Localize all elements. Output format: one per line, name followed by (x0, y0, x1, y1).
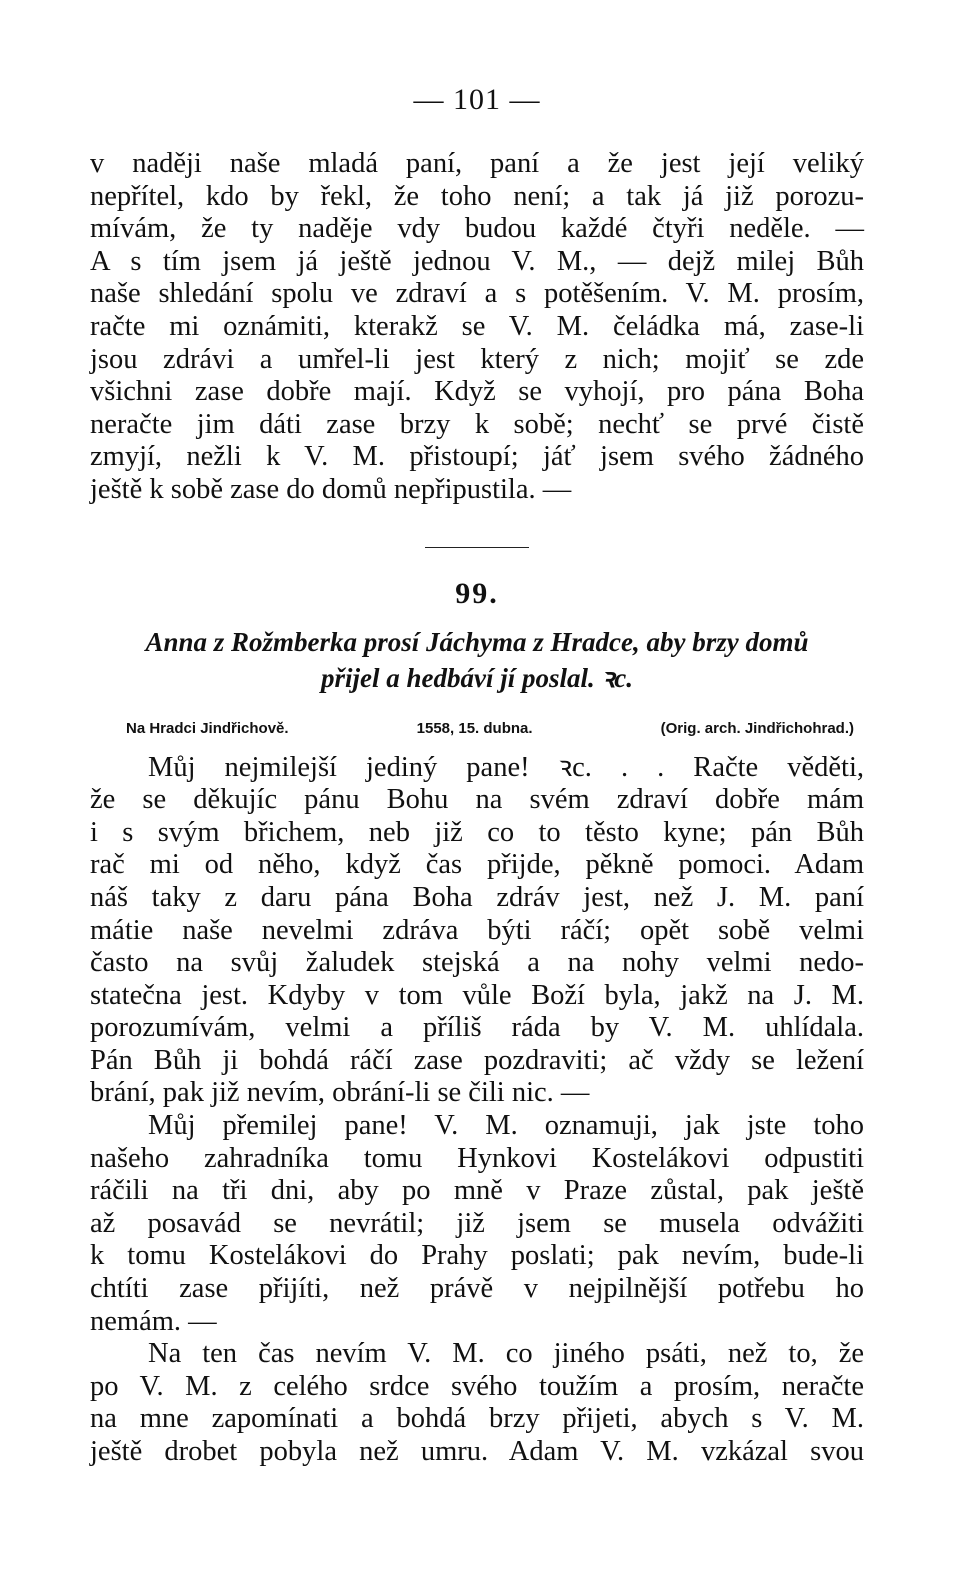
text-line: brání, pak již nevím, obrání-li se čili nic. — (90, 1077, 590, 1109)
text-line: k tomu Kostelákovi do Prahy poslati; pak nevím, bude-li (90, 1240, 864, 1272)
text-line: Na ten čas nevím V. M. co jiného psáti, než to, že (148, 1338, 864, 1370)
text-line: neračte jim dáti zase brzy k sobě; nechť se prvé čistě (90, 408, 864, 440)
text-line: ještě drobet pobyla než umru. Adam V. M. vzkázal svou (90, 1436, 864, 1467)
source-place: Na Hradci Jindřichově. (126, 719, 289, 737)
text-line: na mne zapomínati a bohdá brzy přijeti, abych s V. M. (90, 1403, 864, 1435)
text-line: našeho zahradníka tomu Hynkovi Kostelákovi odpustiti (90, 1142, 864, 1174)
text-line: ještě k sobě zase do domů nepřipustila. — (90, 473, 572, 505)
source-date: 1558, 15. dubna. (416, 719, 533, 737)
letter-paragraph (90, 1338, 864, 1468)
text-line: Můj nejmilejší jediný pane! ꝛc. . . Račte věděti, (148, 751, 864, 783)
text-line: náš taky z daru pána Boha zdráv jest, než J. M. paní (90, 881, 864, 913)
letter-source (126, 718, 854, 740)
text-line: v naději naše mladá paní, paní a že jest její veliký (90, 148, 864, 179)
letter-title-line: Anna z Rožmberka prosí Jáchyma z Hradce, aby brzy domů (145, 626, 809, 657)
letter-number: 99. (455, 576, 499, 610)
text-line: statečna jest. Kdyby v tom vůle Boží byla, jakž na J. M. (90, 979, 864, 1011)
text-line: jsou zdrávi a umřel-li jest který z nich; mojiť se zde (90, 343, 864, 375)
text-line: mátie naše nevelmi zdráva býti ráčí; opět sobě velmi (90, 914, 864, 946)
letter-paragraph (90, 752, 864, 1111)
letter-paragraph (90, 1110, 864, 1338)
text-line: mívám, že ty naděje vdy budou každé čtyři neděle. — (90, 213, 864, 245)
text-line: všichni zase dobře mají. Když se vyhojí, pro pána Boha (90, 376, 864, 408)
document-page (90, 78, 864, 1469)
text-line: často na svůj žaludek stejská a na nohy velmi nedo- (90, 947, 864, 979)
page-number: — 101 — (413, 83, 541, 116)
text-line: zmyjí, nežli k V. M. přistoupí; jáť jsem svého žádného (90, 441, 864, 473)
previous-letter-ending (90, 148, 864, 507)
letter-title-line: přijel a hedbáví jí poslal. ꝛc. (320, 662, 634, 693)
section-divider (425, 547, 529, 548)
text-line: nemám. — (90, 1305, 217, 1337)
text-line: ráčili na tři dni, aby po mně v Praze zůstal, pak ještě (90, 1175, 864, 1207)
source-archive: (Orig. arch. Jindřichohrad.) (660, 719, 854, 737)
text-line: A s tím jsem já ještě jednou V. M., — dejž milej Bůh (90, 245, 864, 277)
text-line: porozumívám, velmi a příliš ráda by V. M. uhlídala. (90, 1012, 864, 1044)
text-line: chtíti zase přijíti, než právě v nejpilnější potřebu ho (90, 1273, 864, 1305)
text-line: račte mi oznámiti, kterakž se V. M. čeládka má, zase-li (90, 310, 864, 342)
text-line: naše shledání spolu ve zdraví a s potěšením. V. M. prosím, (90, 278, 864, 310)
text-line: Můj přemilej pane! V. M. oznamuji, jak jste toho (148, 1110, 864, 1142)
text-line: Pán Bůh ji bohdá ráčí zase pozdraviti; ač vždy se ležení (90, 1044, 864, 1076)
text-line: i s svým břichem, neb již co to těsto kyne; pán Bůh (90, 816, 864, 848)
text-line: až posavád se nevrátil; již jsem se musela odvážiti (90, 1207, 864, 1239)
text-line: rač mi od něho, když čas přijde, pěkně pomoci. Adam (90, 849, 864, 881)
text-line: po V. M. z celého srdce svého toužím a prosím, neračte (90, 1370, 864, 1402)
letter-title (90, 624, 864, 696)
text-line: nepřítel, kdo by řekl, že toho není; a tak já již porozu- (90, 180, 864, 212)
text-line: že se děkujíc pánu Bohu na svém zdraví dobře mám (90, 784, 864, 816)
